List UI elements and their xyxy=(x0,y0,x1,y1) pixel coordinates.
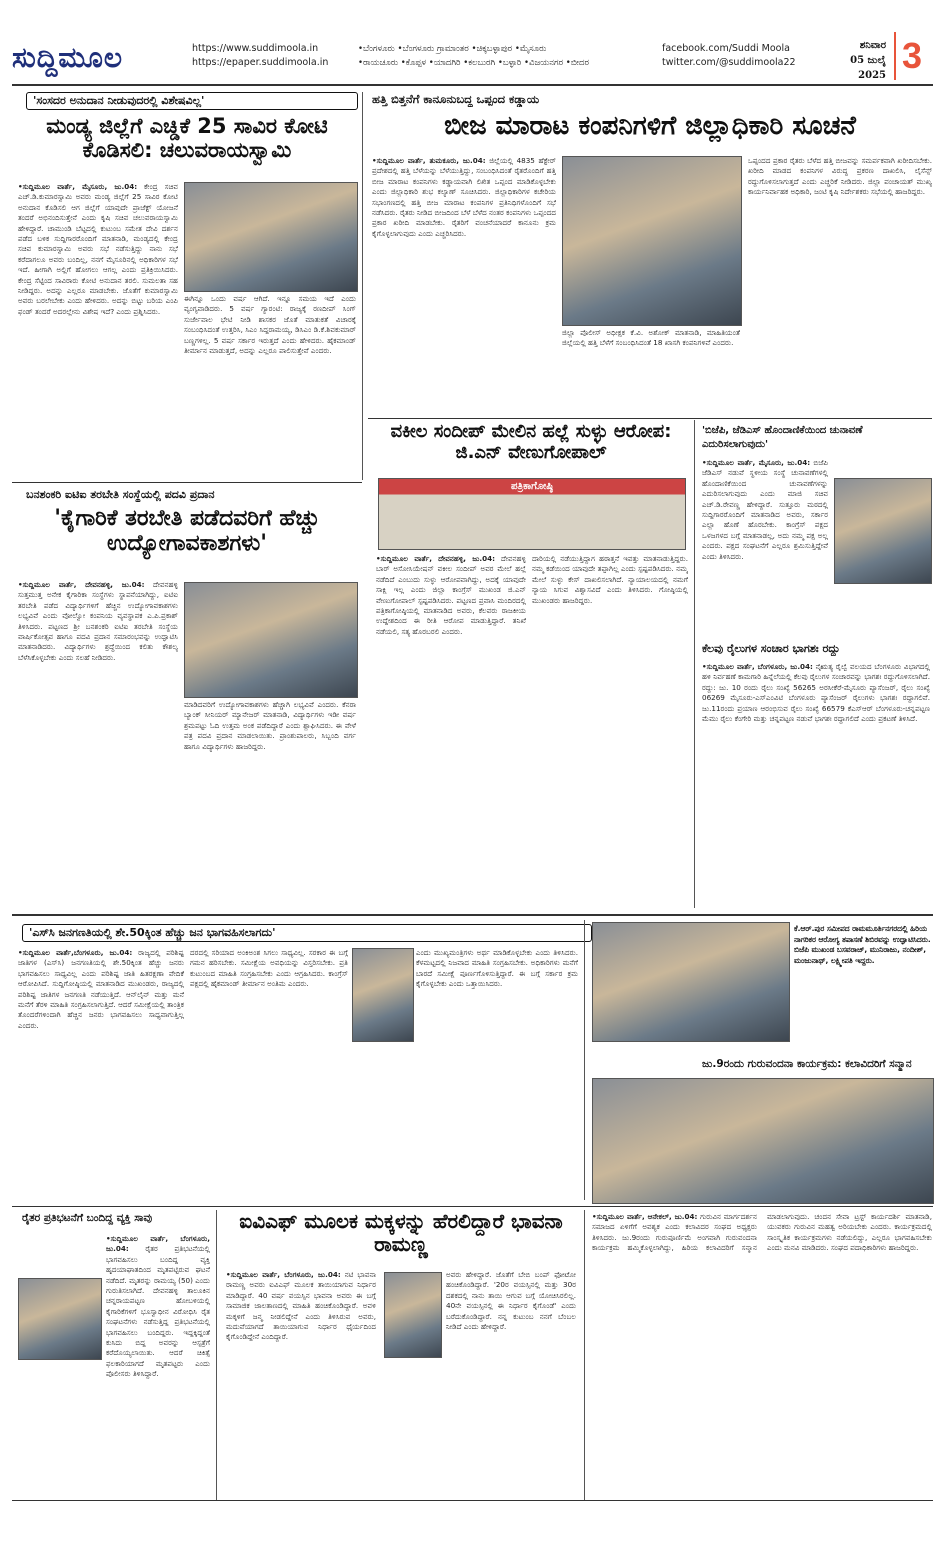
issue-day: ಶನಿವಾರ xyxy=(859,40,886,51)
mandya-text: ಕೇಂದ್ರ ಸಚಿವ ಎಚ್.ಡಿ.ಕುಮಾರಸ್ವಾಮಿ ಅವರು ಮಂಡ್ಯ ಜಿಲ್ಲೆಗೆ 25 ಸಾವಿರ ಕೋಟಿ ಅನುದಾನ ಕೊಡಿಸಲಿ ಆಗ ಜಿಲ್ಲೆಗೆ ಯಾವುದೇ ಪ್ರಾಜೆಕ್ಟ್ ಯೋಜನೆ ತಂದರೆ ಅಭಿನಂದಿಸುತ್ತೇನೆ ಎಂದು ಕೃಷಿ ಸಚಿವ ಚಲುವರಾಯಸ್ವಾಮಿ ಹೇಳಿದ್ದಾರೆ. ಚಾಮುಂಡಿ ಬೆಟ್ಟದಲ್ಲಿ ಕುಟುಂಬ ಸಮೇತ ದೇವಿ ದರ್ಶನ ಪಡೆದ ಬಳಿಕ ಸುದ್ದಿಗಾರರೊಂದಿಗೆ ಮಾತನಾಡಿ, ಮಂಡ್ಯದಲ್ಲಿ ಕೇಂದ್ರ ಸಚಿವ ಕುಮಾರಸ್ವಾಮಿ ಅವರು ಸಭೆ ನಡೆಸುತ್ತಿದ್ದು ನಾನು ಸಭೆ ಕರೆದಾಗಲೂ ಅವರು ಬಂದಿಲ್ಲ, ನನಗೆ ಮೈಸೂರಿನಲ್ಲಿ ಅಧಿಕಾರಿಗಳ ಸಭೆ ಇದೆ. ಹೀಗಾಗಿ ಅಲ್ಲಿಗೆ ಹೋಗಲು ಆಗಲ್ಲ ಎಂದು ಪ್ರತಿಕ್ರಿಯಿಸಿದರು. ಕೇಂದ್ರ ಸೆಟ್ಟಿಂದ ಸಾವಿರಾರು ಕೋಟಿ ಅನುದಾನ ತರಲಿ. ಸುಮಲತಾ ಸಹ ನೀಡಿದ್ದರು. ಅದನ್ನು ಎಲ್ಲರೂ ಮಾಡಬೇಕು. ಜೊತೆಗೆ ಕುಮಾರಸ್ವಾಮಿ ಅವರು ಬರಲೇಬೇಕು ಎಂದು ಹೇಳಿದರು. ಅದನ್ನು ಬಿಟ್ಟು ಬರಿಯ ಎಂಪಿ ಫಂಡ್ ತಂದರೆ ಅದರಲ್ಲೇನು ವಿಶೇಷ ಇದೆ? ಎಂದು ಪ್ರಶ್ನಿಸಿದರು. xyxy=(18,182,178,316)
guru-vandana-kicker: ಜು.9ರಂದು ಗುರುವಂದನಾ ಕಾರ್ಯಕ್ರಮ: ಕಲಾವಿದರಿಗೆ ಸನ್ಮಾನ xyxy=(702,1058,912,1070)
seeds-kicker: ಹತ್ತಿ ಬಿತ್ತನೆಗೆ ಕಾನೂನುಬದ್ಧ ಒಪ್ಪಂದ ಕಡ್ಡಾಯ xyxy=(372,92,540,106)
iti-kicker: ಬನಶಂಕರಿ ಐಟಿಐ ತರಬೇತಿ ಸಂಸ್ಥೆಯಲ್ಲಿ ಪದವಿ ಪ್ರದಾನ xyxy=(26,488,215,501)
column-divider xyxy=(216,1210,217,1500)
venugopal-byline: •ಸುದ್ದಿಮೂಲ ವಾರ್ತೆ, ದೇವನಹಳ್ಳಿ, ಜು.04: xyxy=(376,554,495,563)
editions-row-2: •ರಾಯಚೂರು •ಕೊಪ್ಪಳ •ಯಾದಗಿರಿ •ಕಲಬುರಗಿ •ಬಳ್ಳಾರಿ •ವಿಜಯನಗರ •ಬೀದರ xyxy=(358,58,589,68)
footer-rule xyxy=(12,1500,933,1501)
trains-text: ನೈಋತ್ಯ ರೈಲ್ವೆ ವಲಯದ ಬೆಂಗಳೂರು ವಿಭಾಗದಲ್ಲಿ ಹಳಿ ನಿರ್ವಹಣೆ ಕಾಮಗಾರಿ ಹಿನ್ನೆಲೆಯಲ್ಲಿ ಕೆಲವು ರೈಲುಗಳ ಸಂಚಾರವನ್ನು ಭಾಗಶಃ ರದ್ದುಗೊಳಿಸಲಾಗಿದೆ. ರದ್ದು: ಜು. 10 ರಂದು ರೈಲು ಸಂಖ್ಯೆ 56265 ಅರಸೀಕೆರೆ-ಮೈಸೂರು ಪ್ಯಾಸೆಂಜರ್, ರೈಲು ಸಂಖ್ಯೆ 06269 ಮೈಸೂರು-ಎಸ್ಎಂವಿಟಿ ಬೆಂಗಳೂರು ಪ್ಯಾಸೆಂಜರ್ ರೈಲುಗಳು ಭಾಗಶಃ ರದ್ದಾಗಲಿವೆ. ಜು.11ರಂದು ಪ್ರಯಾಣ ಆರಂಭಿಸುವ ರೈಲು ಸಂಖ್ಯೆ 66579 ಕೆಎಸ್ಆರ್ ಬೆಂಗಳೂರು-ಚನ್ನಪಟ್ಟಣ ಮೆಮು ರೈಲು ಕೆಂಗೇರಿ ಮತ್ತು ಚನ್ನಪಟ್ಟಣ ನಡುವೆ ಭಾಗಶಃ ರದ್ದಾಗಲಿದೆ ಎಂದು ಪ್ರಕಟಣೆ ತಿಳಿಸಿದೆ. xyxy=(702,662,930,724)
mandya-body xyxy=(18,182,178,470)
seeds-headline: ಬೀಜ ಮಾರಾಟ ಕಂಪನಿಗಳಿಗೆ ಜಿಲ್ಲಾಧಿಕಾರಿ ಸೂಚನೆ xyxy=(444,112,856,141)
page-number: 3 xyxy=(894,32,922,80)
issue-date xyxy=(822,38,886,83)
section-rule xyxy=(12,914,933,916)
column-divider xyxy=(694,420,695,908)
guru-vandana-body xyxy=(592,1212,932,1492)
farmer-death-byline: •ಸುದ್ದಿಮೂಲ ವಾರ್ತೆ, ಬೆಂಗಳೂರು, ಜು.04: xyxy=(106,1234,210,1254)
ivf-body xyxy=(226,1270,376,1492)
twitter-link[interactable]: twitter.com/@suddimoola22 xyxy=(662,57,796,68)
health-camp-photo xyxy=(592,922,790,1042)
iti-body-2: ಮಾಡಿದವರಿಗೆ ಉದ್ಯೋಗಾವಕಾಶಗಳು ಹೆಚ್ಚಾಗಿ ಲಭ್ಯವಿವೆ ಎಂದರು. ಕೆನರಾ ಬ್ಯಾಂಕ್ ಸೀನಿಯರ್ ಮ್ಯಾನೇಜರ್ ಮಾತನಾಡಿ, ವಿದ್ಯಾರ್ಥಿಗಳು ಇಡೀ ವರ್ಷ ಶ್ರಮಪಟ್ಟು ಓದಿ ಉತ್ತಮ ಅಂಕ ಪಡೆದಿದ್ದಾರೆ ಎಂದು ಶ್ಲಾಘಿಸಿದರು. ಈ ವೇಳೆ ಪತ್ರ ಪದವಿ ಪ್ರದಾನ ಮಾಡಲಾಯಿತು. ಪ್ರಾಂಶುಪಾಲರು, ಸಿಬ್ಬಂದಿ ವರ್ಗ ಹಾಗೂ ವಿದ್ಯಾರ್ಥಿಗಳು ಹಾಜರಿದ್ದರು. xyxy=(184,700,356,751)
sc-census-text: ರಾಜ್ಯದಲ್ಲಿ ಪರಿಶಿಷ್ಟ ಜಾತಿಗಳ (ಎಸ್‌ಸಿ) ಜನಗಣತಿಯಲ್ಲಿ ಶೇ.50ಕ್ಕಿಂತ ಹೆಚ್ಚು ಜನರು ಭಾಗವಹಿಸಲು ಸಾಧ್ಯವಿಲ್ಲ ಎಂದು ಪರಿಶಿಷ್ಟ ಜಾತಿ ಹಿತರಕ್ಷಣಾ ವೇದಿಕೆ ಆರೋಪಿಸಿದೆ. ಸುದ್ದಿಗೋಷ್ಠಿಯಲ್ಲಿ ಮಾತನಾಡಿದ ಮುಖಂಡರು, ರಾಜ್ಯದಲ್ಲಿ ಪರಿಶಿಷ್ಟ ಜಾತಿಗಳ ಜನಗಣತಿ ನಡೆಯುತ್ತಿದೆ. ಆನ್‌ಲೈನ್ ಮತ್ತು ಮನೆ ಮನೆಗೆ ತೆರಳಿ ಮಾಹಿತಿ ಸಂಗ್ರಹಿಸಲಾಗುತ್ತಿದೆ. ಆದರೆ ಸಮೀಕ್ಷೆಯಲ್ಲಿ ತಾಂತ್ರಿಕ ತೊಂದರೆಗಳಿಂದಾಗಿ ಹೆಚ್ಚಿನ ಜನರು ಭಾಗವಹಿಸಲು ಸಾಧ್ಯವಾಗುತ್ತಿಲ್ಲ ಎಂದರು. xyxy=(18,948,184,1030)
seeds-body-3: ಜಿಲ್ಲಾ ಪೊಲೀಸ್ ಅಧೀಕ್ಷಕ ಕೆ.ವಿ. ಅಶೋಕ್ ಮಾತನಾಡಿ, ಮಾಹಿತಿಯಂತೆ ಜಿಲ್ಲೆಯಲ್ಲಿ ಹತ್ತಿ ಬೆಳೆಗೆ ಸಂಬಂಧಿಸಿದಂತೆ 18 ಖಾಸಗಿ ಕಂಪನಿಗಳಿವೆ ಎಂದರು. xyxy=(562,328,740,348)
iti-text: ದೇವನಹಳ್ಳಿ ಸುತ್ತಮುತ್ತ ಅನೇಕ ಕೈಗಾರಿಕಾ ಸಂಸ್ಥೆಗಳು ಸ್ಥಾಪನೆಯಾಗಿದ್ದು, ಐಟಿಐ ತರಬೇತಿ ಪಡೆದ ವಿದ್ಯಾರ್ಥಿಗಳಿಗೆ ಹೆಚ್ಚಿನ ಉದ್ಯೋಗಾವಕಾಶಗಳು ಲಭ್ಯವಿವೆ ಎಂದು ವೋಲ್ವೋ ಕಂಪನಿಯ ವ್ಯವಸ್ಥಾಪಕ ಎ.ಪಿ.ಪ್ರಕಾಶ್ ತಿಳಿಸಿದರು. ಪಟ್ಟಣದ ಶ್ರೀ ಬನಶಂಕರಿ ಐಟಿಐ ತರಬೇತಿ ಸಂಸ್ಥೆಯ ವಾರ್ಷಿಕೋತ್ಸವ ಹಾಗೂ ಪದವಿ ಪ್ರದಾನ ಸಮಾರಂಭವನ್ನು ಉದ್ಘಾಟಿಸಿ ಮಾತನಾಡಿದರು. ವಿದ್ಯಾರ್ಥಿಗಳು ಶ್ರದ್ಧೆಯಿಂದ ಕಲಿತು ಕೌಶಲ್ಯ ಬೆಳೆಸಿಕೊಳ್ಳಬೇಕು ಎಂದು ಸಲಹೆ ನೀಡಿದರು. xyxy=(18,580,178,662)
sc-census-kicker: 'ಎಸ್‌ಸಿ ಜನಗಣತಿಯಲ್ಲಿ ಶೇ.50ಕ್ಕಿಂತ ಹೆಚ್ಚು ಜನ ಭಾಗವಹಿಸಲಾಗದು' xyxy=(22,924,592,942)
venugopal-headline: ವಕೀಲ ಸಂದೀಪ್ ಮೇಲಿನ ಹಲ್ಲೆ ಸುಳ್ಳು ಆರೋಪ: ಜಿ.ಎನ್ ವೇಣುಗೋಪಾಲ್ xyxy=(390,422,672,463)
column-divider xyxy=(584,1210,585,1500)
social-links xyxy=(662,42,796,70)
guru-vandana-text: ಗುರುವಿನ ಮಾರ್ಗದರ್ಶನ ಸಮಾಜದ ಏಳಿಗೆಗೆ ಅವಶ್ಯಕ ಎಂದು ಕಲಾವಿದರ ಸಂಘದ ಅಧ್ಯಕ್ಷರು ತಿಳಿಸಿದರು. ಜು.9ರಂದು ಗುರುಪೂರ್ಣಿಮೆ ಅಂಗವಾಗಿ ಗುರುವಂದನಾ ಕಾರ್ಯಕ್ರಮ ಹಮ್ಮಿಕೊಳ್ಳಲಾಗಿದ್ದು, ಹಿರಿಯ ಕಲಾವಿದರಿಗೆ ಸನ್ಮಾನ ಮಾಡಲಾಗುವುದು. ಚಂದನ ಸೇವಾ ಟ್ರಸ್ಟ್ ಕಾರ್ಯದರ್ಶಿ ಮಾತನಾಡಿ, ಯುವಕರು ಗುರುವಿನ ಮಹತ್ವ ಅರಿಯಬೇಕು ಎಂದರು. ಕಾರ್ಯಕ್ರಮದಲ್ಲಿ ಸಾಂಸ್ಕೃತಿಕ ಕಾರ್ಯಕ್ರಮಗಳು ನಡೆಯಲಿದ್ದು, ಎಲ್ಲರೂ ಭಾಗವಹಿಸಬೇಕು ಎಂದು ಮನವಿ ಮಾಡಿದರು. ಸಂಘದ ಪದಾಧಿಕಾರಿಗಳು ಹಾಜರಿದ್ದರು. xyxy=(592,1212,932,1253)
bjp-kicker: 'ಬಿಜೆಪಿ, ಜೆಡಿಎಸ್ ಹೊಂದಾಣಿಕೆಯಿಂದ ಚುನಾವಣೆ ಎದುರಿಸಲಾಗುವುದು' xyxy=(702,425,863,450)
masthead-logo: ಸುದ್ದಿಮೂಲ xyxy=(12,41,124,74)
farmer-death-body xyxy=(106,1234,210,1492)
trains-byline: •ಸುದ್ದಿಮೂಲ ವಾರ್ತೆ, ಬೆಂಗಳೂರು, ಜು.04: xyxy=(702,662,813,671)
seeds-body-2: ಒಪ್ಪಂದದ ಪ್ರಕಾರ ರೈತರು ಬೆಳೆದ ಹತ್ತಿ ಬೀಜವನ್ನು ಸಮರ್ಪಕವಾಗಿ ಖರೀದಿಸಬೇಕು. ಖರೀದಿ ಮಾಡದ ಕಂಪನಿಗಳ ವಿರುದ್ಧ ಪ್ರಕರಣ ದಾಖಲಿಸಿ, ಲೈಸೆನ್ಸ್ ರದ್ದುಗೊಳಿಸಲಾಗುತ್ತದೆ ಎಂದು ಎಚ್ಚರಿಕೆ ನೀಡಿದರು. ಜಿಲ್ಲಾ ಪಂಚಾಯತ್ ಮುಖ್ಯ ಕಾರ್ಯನಿರ್ವಾಹಕ ಅಧಿಕಾರಿ, ಜಂಟಿ ಕೃಷಿ ನಿರ್ದೇಶಕರು ಸಭೆಯಲ್ಲಿ ಹಾಜರಿದ್ದರು. xyxy=(748,156,932,197)
ivf-text: ನಟಿ ಭಾವನಾ ರಾಮಣ್ಣ ಅವರು ಐವಿಎಫ್ ಮೂಲಕ ತಾಯಿಯಾಗುವ ನಿರ್ಧಾರ ಮಾಡಿದ್ದಾರೆ. 40 ವರ್ಷ ವಯಸ್ಸಿನ ಭಾವನಾ ಅವರು ಈ ಬಗ್ಗೆ ಸಾಮಾಜಿಕ ಜಾಲತಾಣದಲ್ಲಿ ಮಾಹಿತಿ ಹಂಚಿಕೊಂಡಿದ್ದಾರೆ. ಅವಳಿ ಮಕ್ಕಳಿಗೆ ಜನ್ಮ ನೀಡಲಿದ್ದೇನೆ ಎಂದು ತಿಳಿಸಿರುವ ಅವರು, ಮದುವೆಯಾಗದೆ ತಾಯಿಯಾಗುವ ನಿರ್ಧಾರ ಧೈರ್ಯದಿಂದ ಕೈಗೊಂಡಿದ್ದೇನೆ ಎಂದಿದ್ದಾರೆ. xyxy=(226,1270,376,1342)
iti-byline: •ಸುದ್ದಿಮೂಲ ವಾರ್ತೆ, ದೇವನಹಳ್ಳಿ, ಜು.04: xyxy=(18,580,145,589)
seeds-photo xyxy=(562,156,742,326)
guru-vandana-byline: •ಸುದ್ದಿಮೂಲ ವಾರ್ತೆ, ಆನೇಕಲ್, ಜು.04: xyxy=(592,1212,698,1221)
seeds-body xyxy=(372,156,556,412)
ivf-headline: ಐವಿಎಫ್ ಮೂಲಕ ಮಕ್ಕಳನ್ನು ಹೆರಲಿದ್ದಾರೆ ಭಾವನಾ ರಾಮಣ್ಣ xyxy=(239,1210,563,1256)
sc-census-byline: •ಸುದ್ದಿಮೂಲ ವಾರ್ತೆ,ಬೆಂಗಳೂರು, ಜು.04: xyxy=(18,948,133,957)
bjp-byline: •ಸುದ್ದಿಮೂಲ ವಾರ್ತೆ, ಮೈಸೂರು, ಜು.04: xyxy=(702,458,811,467)
editions-list xyxy=(358,42,589,70)
ivf-body-2: ಅವರು ಹೇಳಿದ್ದಾರೆ. ಜೊತೆಗೆ ಬೇಬಿ ಬಂಪ್ ಫೋಟೋ ಹಂಚಿಕೊಂಡಿದ್ದಾರೆ. '20ರ ವಯಸ್ಸಿನಲ್ಲಿ ಮತ್ತು 30ರ ದಶಕದಲ್ಲಿ ನಾನು ತಾಯಿ ಆಗುವ ಬಗ್ಗೆ ಯೋಚಿಸಿರಲಿಲ್ಲ. 40ನೇ ವಯಸ್ಸಿನಲ್ಲಿ ಈ ನಿರ್ಧಾರ ಕೈಗೊಂಡೆ' ಎಂದು ಬರೆದುಕೊಂಡಿದ್ದಾರೆ. ನನ್ನ ಕುಟುಂಬ ನನಗೆ ಬೆಂಬಲ ನೀಡಿದೆ ಎಂದು ಹೇಳಿದ್ದಾರೆ. xyxy=(446,1270,576,1332)
section-rule xyxy=(368,418,932,419)
iti-body xyxy=(18,580,178,906)
column-divider xyxy=(584,920,585,1200)
epaper-url-link[interactable]: https://epaper.suddimoola.in xyxy=(192,57,329,68)
editions-row-1: •ಬೆಂಗಳೂರು •ಬೆಂಗಳೂರು ಗ್ರಾಮಾಂತರ •ಚಿಕ್ಕಬಳ್ಳಾಪುರ •ಮೈಸೂರು xyxy=(358,44,547,54)
bjp-text: ಬಿಜೆಪಿ ಜೆಡಿಎಸ್ ನಡುವೆ ಸ್ಥಳೀಯ ಸಂಸ್ಥೆ ಚುನಾವಣೆಗಳಲ್ಲಿ ಹೊಂದಾಣಿಕೆಯಿಂದ ಚುನಾವಣೆಗಳನ್ನು ಎದುರಿಸಲಾಗುವುದು ಎಂದು ಮಾಜಿ ಸಚಿವ ಎಚ್.ಡಿ.ರೇವಣ್ಣ ಹೇಳಿದ್ದಾರೆ. ಸುತ್ತೂರು ಮಠದಲ್ಲಿ ಸುದ್ದಿಗಾರರೊಂದಿಗೆ ಮಾತನಾಡಿದ ಅವರು, ಸರ್ಕಾರ ಎಲ್ಲಾ ಹೊಣೆ ಹೊರಬೇಕು. ಕಾಂಗ್ರೆಸ್ ಪಕ್ಷದ ಒಳಜಗಳದ ಬಗ್ಗೆ ಮಾತನಾಡಲ್ಲ, ಅದು ನಮ್ಮ ಪಕ್ಷ ಅಲ್ಲ ಎಂದರು. ಪಕ್ಷದ ಸಂಘಟನೆಗೆ ಎಲ್ಲರೂ ಶ್ರಮಿಸುತ್ತಿದ್ದೇವೆ ಎಂದು ತಿಳಿಸಿದರು. xyxy=(702,458,828,561)
trains-body xyxy=(702,662,930,906)
farmer-death-text: ರೈತರ ಪ್ರತಿಭಟನೆಯಲ್ಲಿ ಭಾಗವಹಿಸಲು ಬಂದಿದ್ದ ವ್ಯಕ್ತಿ ಹೃದಯಾಘಾತದಿಂದ ಮೃತಪಟ್ಟಿರುವ ಘಟನೆ ನಡೆದಿದೆ. ಮೃತರನ್ನು ರಾಮಯ್ಯ (50) ಎಂದು ಗುರುತಿಸಲಾಗಿದೆ. ದೇವನಹಳ್ಳಿ ತಾಲೂಕಿನ ಚನ್ನರಾಯಪಟ್ಟಣ ಹೋಬಳಿಯಲ್ಲಿ ಕೈಗಾರಿಕೆಗಳಿಗೆ ಭೂಸ್ವಾಧೀನ ವಿರೋಧಿಸಿ ರೈತ ಸಂಘಟನೆಗಳು ನಡೆಸುತ್ತಿದ್ದ ಪ್ರತಿಭಟನೆಯಲ್ಲಿ ಭಾಗವಹಿಸಲು ಬಂದಿದ್ದರು. ಇದ್ದಕ್ಕಿದ್ದಂತೆ ಕುಸಿದು ಬಿದ್ದ ಅವರನ್ನು ಆಸ್ಪತ್ರೆಗೆ ಕರೆದೊಯ್ಯಲಾಯಿತು. ಆದರೆ ಚಿಕಿತ್ಸೆ ಫಲಕಾರಿಯಾಗದೆ ಮೃತಪಟ್ಟರು ಎಂದು ಪೊಲೀಸರು ತಿಳಿಸಿದ್ದಾರೆ. xyxy=(106,1244,210,1379)
sc-census-body xyxy=(18,948,184,1200)
site-url-link[interactable]: https://www.suddimoola.in xyxy=(192,43,319,54)
mandya-body-2: ಈಗಿನ್ನೂ ಒಂದು ವರ್ಷ ಆಗಿದೆ. ಇನ್ನೂ ಸಮಯ ಇದೆ ಎಂದು ವ್ಯಂಗ್ಯವಾಡಿದರು. 5 ವರ್ಷ ಗ್ಯಾರಂಟಿ: ರಾಜ್ಯಕ್ಕೆ ರಣದೀಪ್ ಸಿಂಗ್ ಸುರ್ಜೇವಾಲ ಭೇಟಿ ನೀಡಿ ಶಾಸಕರ ಜೊತೆ ಮಾತುಕತೆ ವಿಚಾರಕ್ಕೆ ಸಂಬಂಧಿಸಿದಂತೆ ಉತ್ತರಿಸಿ, ಸಿಎಂ ಸಿದ್ದರಾಮಯ್ಯ, ಡಿಸಿಎಂ ಡಿ.ಕೆ.ಶಿವಕುಮಾರ್ ಬಣ್ಣಗಳಿಲ್ಲ. 5 ವರ್ಷ ಸರ್ಕಾರ ಇರುತ್ತದೆ ಎಂದು ಹೇಳಿದರು. ಹೈಕಮಾಂಡ್ ತೀರ್ಮಾನ ಮಾಡುತ್ತದೆ, ಅದನ್ನು ಎಲ್ಲರೂ ಪಾಲಿಸುತ್ತೇವೆ ಎಂದರು. xyxy=(184,294,356,356)
venugopal-body-2: ದಾರಿಯಲ್ಲಿ ನಡೆಯುತ್ತಿದ್ದಾಗ ಹಠಾತ್ತನೆ ಇವತ್ತು ಮಾತನಾಡುತ್ತಿದ್ದರು. ನಮ್ಮ ಕಡೆಯಿಂದ ಯಾವುದೇ ತಪ್ಪಾಗಿಲ್ಲ ಎಂದು ಸ್ಪಷ್ಟಪಡಿಸಿದರು. ನಮ್ಮ ಮೇಲೆ ಸುಳ್ಳು ಕೇಸ್ ದಾಖಲಿಸಲಾಗಿದೆ. ನ್ಯಾಯಾಲಯದಲ್ಲಿ ನಮಗೆ ನ್ಯಾಯ ಸಿಗುವ ವಿಶ್ವಾಸವಿದೆ ಎಂದು ತಿಳಿಸಿದರು. ಗೋಷ್ಠಿಯಲ್ಲಿ ಮುಖಂಡರು ಹಾಜರಿದ್ದರು. xyxy=(532,554,688,605)
seeds-text: ಜಿಲ್ಲೆಯಲ್ಲಿ 4835 ಹೆಕ್ಟೇರ್ ಪ್ರದೇಶದಲ್ಲಿ ಹತ್ತಿ ಬೆಳೆಯನ್ನು ಬೆಳೆಯುತ್ತಿದ್ದು, ಸಂಬಂಧಿಸಿದಂತೆ ರೈತರೊಂದಿಗೆ ಹತ್ತಿ ಬೀಜ ಮಾರಾಟ ಕಂಪನಿಗಳು ಕಡ್ಡಾಯವಾಗಿ ಲಿಖಿತ ಒಪ್ಪಂದ ಮಾಡಿಕೊಳ್ಳಬೇಕು ಎಂದು ಜಿಲ್ಲಾಧಿಕಾರಿ ಶುಭ ಕಲ್ಯಾಣ್ ಸೂಚಿಸಿದರು. ಜಿಲ್ಲಾಧಿಕಾರಿಗಳ ಕಚೇರಿಯ ಸಭಾಂಗಣದಲ್ಲಿ ಹತ್ತಿ ಬೀಜ ಮಾರಾಟ ಕಂಪನಿಗಳ ಪ್ರತಿನಿಧಿಗಳೊಂದಿಗೆ ಸಭೆ ನಡೆಸಿದರು. ರೈತರು ನೀಡಿದ ಬೀಜದಿಂದ ಬೆಳೆ ಬೆಳೆದ ನಂತರ ಕಂಪನಿಗಳು ಒಪ್ಪಂದದ ಪ್ರಕಾರ ಖರೀದಿ ಮಾಡಬೇಕು. ರೈತರಿಗೆ ವಂಚನೆಯಾದರೆ ಕಾನೂನು ಕ್ರಮ ಕೈಗೊಳ್ಳಲಾಗುವುದು ಎಂದು ಎಚ್ಚರಿಸಿದರು. xyxy=(372,156,556,238)
sc-census-body-2: ದರದಲ್ಲಿ ಸರಿಯಾದ ಅಂಕಿಅಂಶ ಸಿಗಲು ಸಾಧ್ಯವಿಲ್ಲ. ಸರಕಾರ ಈ ಬಗ್ಗೆ ಗಮನ ಹರಿಸಬೇಕು. ಸಮೀಕ್ಷೆಯ ಅವಧಿಯನ್ನು ವಿಸ್ತರಿಸಬೇಕು. ಪ್ರತಿ ಕುಟುಂಬದ ಮಾಹಿತಿ ಸಂಗ್ರಹಿಸಬೇಕು ಎಂದು ಆಗ್ರಹಿಸಿದರು. ಕಾಂಗ್ರೆಸ್ ಪಕ್ಷದಲ್ಲಿ ಹೈಕಮಾಂಡ್ ತೀರ್ಮಾನ ಅಂತಿಮ ಎಂದರು. xyxy=(190,948,348,989)
mandya-kicker: 'ಸಂಸದರ ಅನುದಾನ ನೀಡುವುದರಲ್ಲಿ ವಿಶೇಷವಿಲ್ಲ' xyxy=(26,92,358,110)
facebook-link[interactable]: facebook.com/Suddi Moola xyxy=(662,43,790,54)
sc-census-body-3: ಎಂದು ಮುಖ್ಯಮಂತ್ರಿಗಳು ಅರ್ಥ ಮಾಡಿಕೊಳ್ಳಬೇಕು ಎಂದು ತಿಳಿಸಿದರು. ಕೆಳಮಟ್ಟದಲ್ಲಿ ನಿಜವಾದ ಮಾಹಿತಿ ಸಂಗ್ರಹಿಸಬೇಕು. ಅಧಿಕಾರಿಗಳು ಮನೆಗೆ ಬಾರದೆ ಸಮೀಕ್ಷೆ ಪೂರ್ಣಗೊಳಿಸುತ್ತಿದ್ದಾರೆ. ಈ ಬಗ್ಗೆ ಸರ್ಕಾರ ಕ್ರಮ ಕೈಗೊಳ್ಳಬೇಕು ಎಂದು ಒತ್ತಾಯಿಸಿದರು. xyxy=(416,948,578,989)
venugopal-text: ದೇವನಹಳ್ಳಿ ಬಾರ್ ಅಸೋಸಿಯೇಷನ್ ವಕೀಲ ಸಂದೀಪ್ ಅವರ ಮೇಲೆ ಹಲ್ಲೆ ನಡೆದಿದೆ ಎಂಬುದು ಸುಳ್ಳು ಆರೋಪವಾಗಿದ್ದು, ಅದಕ್ಕೆ ಯಾವುದೇ ಸಾಕ್ಷಿ ಇಲ್ಲ ಎಂದು ಜಿಲ್ಲಾ ಕಾಂಗ್ರೆಸ್ ಮುಖಂಡ ಜಿ.ಎನ್ ವೇಣುಗೋಪಾಲ್ ಸ್ಪಷ್ಟಪಡಿಸಿದರು. ಪಟ್ಟಣದ ಪ್ರವಾಸಿ ಮಂದಿರದಲ್ಲಿ ಪತ್ರಿಕಾಗೋಷ್ಠಿಯಲ್ಲಿ ಮಾತನಾಡಿದ ಅವರು, ಕೆಲವರು ರಾಜಕೀಯ ಉದ್ದೇಶದಿಂದ ಈ ರೀತಿ ಆರೋಪ ಮಾಡುತ್ತಿದ್ದಾರೆ. ತನಿಖೆ ನಡೆಯಲಿ, ಸತ್ಯ ಹೊರಬರಲಿ ಎಂದರು. xyxy=(376,554,526,636)
ivf-byline: •ಸುದ್ದಿಮೂಲ ವಾರ್ತೆ, ಬೆಂಗಳೂರು, ಜು.04: xyxy=(226,1270,341,1279)
bjp-body xyxy=(702,458,828,636)
trains-kicker: ಕೆಲವು ರೈಲುಗಳ ಸಂಚಾರ ಭಾಗಶಃ ರದ್ದು xyxy=(702,642,840,655)
issue-date-value: 05 ಜುಲೈ 2025 xyxy=(850,55,886,81)
bhavana-photo xyxy=(384,1272,442,1358)
column-divider xyxy=(362,92,363,480)
iti-photo xyxy=(184,582,358,698)
health-camp-caption: ಕೆ.ಆರ್.ಪುರ ಸಮೀಪದ ರಾಮಮೂರ್ತಿನಗರದಲ್ಲಿ ಹಿರಿಯ ನಾಗರಿಕರ ಆರೋಗ್ಯ ತಪಾಸಣೆ ಶಿಬಿರವನ್ನು ಉದ್ಘಾಟಿಸಿದರು. ಬಿಜೆಪಿ ಮುಖಂಡ ಬಸವರಾಜ್, ಮುನಿರಾಜು, ನಂದೀಶ್, ಮಂಜುನಾಥ್, ಲಕ್ಷ್ಮೀಪತಿ ಇದ್ದರು. xyxy=(794,924,931,965)
masthead-links xyxy=(192,42,328,70)
masthead-rule xyxy=(12,84,933,86)
section-rule xyxy=(12,482,362,483)
mandya-headline: ಮಂಡ್ಯ ಜಿಲ್ಲೆಗೆ ಎಚ್ಡಿಕೆ 25 ಸಾವಿರ ಕೋಟಿ ಕೊಡಿಸಲಿ: ಚಲುವರಾಯಸ್ವಾಮಿ xyxy=(46,114,328,163)
section-rule xyxy=(12,1206,933,1207)
mandya-photo xyxy=(184,182,358,292)
farmer-death-kicker: ರೈತರ ಪ್ರತಿಭಟನೆಗೆ ಬಂದಿದ್ದ ವ್ಯಕ್ತಿ ಸಾವು xyxy=(22,1212,153,1224)
deceased-photo xyxy=(18,1278,102,1360)
speaker-photo xyxy=(352,948,414,1042)
mandya-byline: •ಸುದ್ದಿಮೂಲ ವಾರ್ತೆ, ಮೈಸೂರು, ಜು.04: xyxy=(18,182,138,191)
seeds-byline: •ಸುದ್ದಿಮೂಲ ವಾರ್ತೆ, ತುಮಕೂರು, ಜು.04: xyxy=(372,156,486,165)
venugopal-photo xyxy=(378,478,686,550)
iti-headline: 'ಕೈಗಾರಿಕೆ ತರಬೇತಿ ಪಡೆದವರಿಗೆ ಹೆಚ್ಚು ಉದ್ಯೋಗಾವಕಾಶಗಳು' xyxy=(54,506,320,557)
guru-vandana-photo xyxy=(592,1078,934,1204)
venugopal-body xyxy=(376,554,526,906)
revanna-photo xyxy=(834,478,932,584)
venugopal-banner: ಪತ್ರಿಕಾಗೋಷ್ಠಿ xyxy=(510,481,554,492)
